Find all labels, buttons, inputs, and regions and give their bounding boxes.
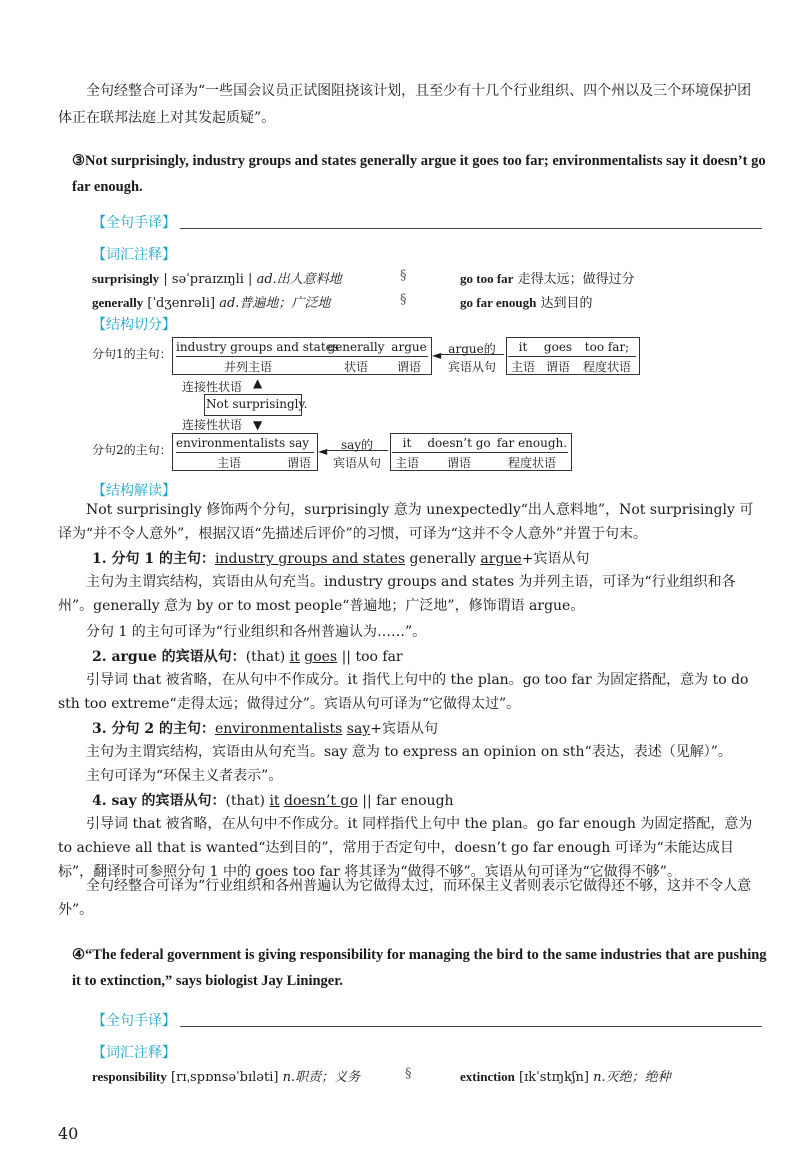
arrow-up-icon: ▲: [253, 376, 263, 390]
analysis-paragraph: 分句 1 的主句可译为“行业组织和各州普遍认为……”。: [86, 624, 427, 640]
struct-word: argue: [391, 340, 427, 354]
vocab-phonetic: [ˈdʒenrəli]: [147, 296, 216, 311]
obj-label-role: 宾语从句: [447, 360, 496, 374]
q4-translate-line[interactable]: [180, 1026, 762, 1027]
vocab-word: extinction: [460, 1069, 515, 1084]
analysis-paragraph: 主句可译为“环保主义者表示”。: [86, 768, 283, 784]
vocab-separator-icon: §: [405, 1066, 412, 1081]
q4-translate-label: 【全句手译】: [92, 1013, 176, 1029]
q4-vocab-label: 【词汇注释】: [92, 1045, 176, 1061]
analysis-paragraph: 全句经整合可译为“行业组织和各州普遍认为它做得太过，而环保主义者则表示它做得还不够，这并不令人意外”。: [58, 878, 752, 918]
analysis-heading: 1. 分句 1 的主句：industry groups and states generally argue+宾语从句: [92, 551, 590, 567]
struct-role: 主语: [510, 360, 535, 374]
analysis-heading: 3. 分句 2 的主句：environmentalists say+宾语从句: [92, 721, 438, 737]
vocab-word: responsibility: [92, 1069, 167, 1084]
obj-label-role: 宾语从句: [332, 456, 381, 470]
vocab-word: go far enough: [460, 295, 537, 310]
struct-word: far enough.: [496, 436, 568, 450]
obj-label-word: argue的: [448, 342, 496, 356]
struct-word: environmentalists: [176, 436, 286, 450]
vocab-word: go too far: [460, 271, 514, 286]
q4-sentence-text: “The federal government is giving responsibility for managing the bird to the same industries that are pushing it to extinction,” says biologist Jay Lininger.: [72, 947, 767, 989]
struct-word: industry groups and states: [176, 340, 339, 354]
struct-role: 谓语: [446, 456, 471, 470]
vocab-item: [92, 292, 330, 311]
clause2-label: 分句2的主句：: [92, 443, 172, 457]
vocab-definition: 走得太远；做得过分: [517, 272, 635, 287]
arrow-left-icon: ◄: [432, 348, 442, 362]
vocab-definition: ad.出人意料地: [256, 272, 342, 287]
q3-number: ③: [72, 153, 85, 169]
center-phrase: Not surprisingly.: [206, 397, 308, 411]
struct-role: 并列主语: [223, 360, 272, 374]
vocab-item: [92, 268, 342, 287]
q3-struct-label: 【结构切分】: [92, 317, 176, 333]
vocab-phonetic: [ɪkˈstɪŋkʃn]: [519, 1070, 589, 1085]
q4-number: ④: [72, 947, 85, 963]
struct-role: 主语: [394, 456, 419, 470]
struct-role: 谓语: [396, 360, 421, 374]
vocab-phonetic: | səˈpraɪzɪŋli |: [163, 272, 253, 287]
page-number: 40: [58, 1124, 79, 1143]
q3-vocab-label: 【词汇注释】: [92, 247, 176, 263]
struct-role: 状语: [343, 360, 368, 374]
analysis-paragraph: Not surprisingly 修饰两个分句，surprisingly 意为 unexpectedly“出人意料地”，Not surprisingly 可译为“并不令人意外”，根据汉语“先描述后评价”的习惯，可译为“这并不令人意外”并置于句末。: [58, 502, 754, 542]
struct-role: 谓语: [286, 456, 311, 470]
analysis-paragraph: 主句为主谓宾结构，宾语由从句充当。industry groups and states 为并列主语，可译为“行业组织和各州”。generally 意为 by or to most people“普遍地；广泛地”，修饰谓语 argue。: [58, 574, 736, 614]
struct-word: generally: [327, 340, 385, 354]
vocab-definition: n.灭绝；绝种: [593, 1070, 671, 1085]
vocab-word: surprisingly: [92, 271, 160, 286]
struct-word: doesn’t go: [427, 436, 491, 450]
q3-sentence-text: Not surprisingly, industry groups and states generally argue it goes too far; environmentalists say it doesn’t go far enough.: [72, 153, 766, 195]
analysis-paragraph: 主句为主谓宾结构，宾语由从句充当。say 意为 to express an opinion on sth“表达，表述（见解）”。: [86, 744, 732, 760]
struct-role: 谓语: [545, 360, 570, 374]
struct-word: say: [288, 436, 310, 450]
vocab-phonetic: [rɪˌspɒnsəˈbɪləti]: [171, 1070, 279, 1085]
q3-sentence: [72, 148, 772, 200]
arrow-left-icon: ◄: [318, 444, 328, 458]
obj-label-word: say的: [340, 438, 374, 452]
vocab-word: generally: [92, 295, 144, 310]
struct-role: 程度状语: [582, 360, 631, 374]
clause1-label: 分句1的主句：: [92, 347, 172, 361]
analysis-heading: 2. argue 的宾语从句：(that) it goes || too far: [92, 649, 403, 665]
vocab-definition: 达到目的: [540, 296, 593, 311]
vocab-definition: n.职责；义务: [282, 1070, 361, 1085]
vocab-item: [92, 1066, 360, 1085]
q4-sentence: [72, 942, 772, 994]
vocab-separator-icon: §: [400, 268, 407, 283]
arrow-down-icon: ▼: [253, 418, 263, 432]
struct-word: too far;: [584, 340, 630, 354]
vocab-item: [460, 1066, 671, 1085]
struct-word: it: [518, 340, 528, 354]
intro-paragraph: 全句经整合可译为“一些国会议员正试图阻挠该计划，且至少有十几个行业组织、四个州以及三个环境保护团体正在联邦法庭上对其发起质疑”。: [58, 83, 752, 126]
vocab-item: [460, 292, 592, 311]
vocab-item: [460, 268, 635, 287]
q3-translate-line[interactable]: [180, 228, 762, 229]
struct-role: 程度状语: [507, 456, 556, 470]
struct-role: 主语: [216, 456, 241, 470]
connector-top-label: 连接性状语: [182, 380, 243, 394]
analysis-paragraph: 引导词 that 被省略，在从句中不作成分。it 同样指代上句中 the plan。go far enough 为固定搭配，意为 to achieve all that is wanted“达到目的”，常用于否定句中，doesn’t go far enough 可译为“未能达成目标”，翻译时可参照分句 1 中的 goes too far 将其译为“做得不够”。宾语从句可译为“它做得不够”。: [58, 816, 753, 880]
vocab-definition: ad.普遍地；广泛地: [219, 296, 331, 311]
analysis-heading: 4. say 的宾语从句：(that) it doesn’t go || far enough: [92, 793, 454, 809]
struct-word: it: [402, 436, 412, 450]
vocab-separator-icon: §: [400, 292, 407, 307]
analysis-paragraph: 引导词 that 被省略，在从句中不作成分。it 指代上句中的 the plan。go too far 为固定搭配，意为 to do sth too extreme“走得太远；做得过分”。宾语从句可译为“它做得太过”。: [58, 672, 749, 712]
connector-bottom-label: 连接性状语: [182, 418, 243, 432]
struct-word: goes: [543, 340, 573, 354]
q3-translate-label: 【全句手译】: [92, 215, 176, 231]
q3-analysis-label: 【结构解读】: [92, 483, 176, 499]
